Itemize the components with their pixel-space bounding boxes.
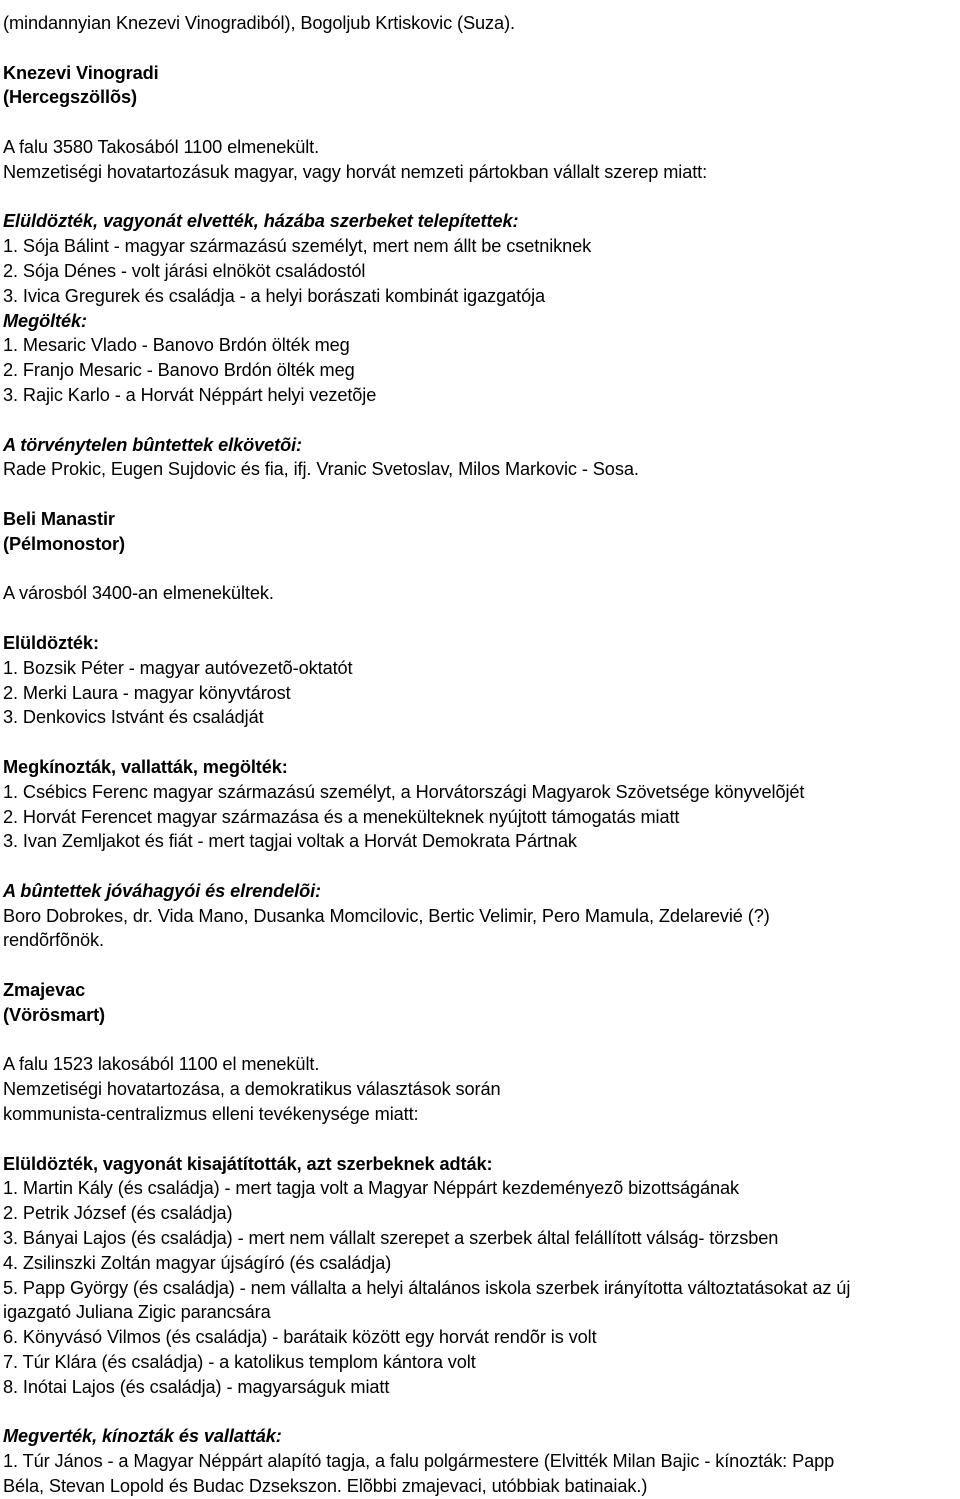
document-page [3, 0, 958, 1499]
list-item: 3. Denkovics Istvánt és családját [3, 707, 264, 728]
list-item: igazgató Juliana Zigic parancsára [3, 1302, 271, 1323]
list-item: 6. Könyvásó Vilmos (és családja) - barátaik között egy horvát rendõr is volt [3, 1327, 597, 1348]
summary-line: Nemzetiségi hovatartozása, a demokratikus választások során [3, 1079, 501, 1100]
list-item: 1. Martin Kály (és családja) - mert tagja volt a Magyar Néppárt kezdeményezõ bizottságának [3, 1178, 740, 1199]
list-item: 2. Franjo Mesaric - Banovo Brdón ölték meg [3, 360, 355, 381]
section-title: Beli Manastir [3, 508, 115, 529]
list-item: 7. Túr Klára (és családja) - a katolikus templom kántora volt [3, 1352, 476, 1373]
list-item: 3. Ivan Zemljakot és fiát - mert tagjai voltak a Horvát Demokrata Pártnak [3, 831, 577, 852]
list-item: 2. Sója Dénes - volt járási elnököt családostól [3, 260, 366, 281]
perpetrators-text: Rade Prokic, Eugen Sujdovic és fia, ifj. Vranic Svetoslav, Milos Markovic - Sosa. [3, 459, 639, 480]
list-item: 1. Bozsik Péter - magyar autóvezetõ-oktatót [3, 657, 353, 678]
list-item: 3. Ivica Gregurek és családja - a helyi borászati kombinát igazgatója [3, 285, 546, 306]
list-item: 5. Papp György (és családja) - nem vállalta a helyi általános iskola szerbek irányította változtatásokat az új [3, 1277, 851, 1298]
list-item: 1. Sója Bálint - magyar származású személyt, mert nem állt be csetniknek [3, 236, 592, 257]
list-item: 1. Mesaric Vlado - Banovo Brdón ölték meg [3, 335, 350, 356]
summary-line: A városból 3400-an elmenekültek. [3, 583, 274, 604]
list-item: 2. Horvát Ferencet magyar származása és a menekülteknek nyújtott támogatás miatt [3, 806, 680, 827]
intro-line: (mindannyian Knezevi Vinogradiból), Bogoljub Krtiskovic (Suza). [3, 13, 515, 33]
perpetrators-text: rendõrfõnök. [3, 930, 104, 951]
section-knezevi-vinogradi [3, 61, 958, 507]
section-subtitle: (Vörösmart) [3, 1004, 105, 1025]
section-zmajevac [3, 978, 958, 1499]
perpetrators-heading: A törvénytelen bûntettek elkövetõi: [3, 434, 303, 455]
perpetrators-heading: A bûntettek jóváhagyói és elrendelõi: [3, 880, 322, 901]
perpetrators-text: Boro Dobrokes, dr. Vida Mano, Dusanka Momcilovic, Bertic Velimir, Pero Mamula, Zdelarevié (?) [3, 905, 770, 926]
section-title: Knezevi Vinogradi [3, 62, 159, 83]
summary-line: Nemzetiségi hovatartozásuk magyar, vagy horvát nemzeti pártokban vállalt szerep miatt: [3, 161, 708, 182]
list-item: 3. Bányai Lajos (és családja) - mert nem vállalt szerepet a szerbek által felállított válság- törzsben [3, 1228, 779, 1249]
list-item: 1. Csébics Ferenc magyar származású személyt, a Horvátországi Magyarok Szövetsége könyvelõjét [3, 781, 805, 802]
summary-line: A falu 1523 lakosából 1100 el menekült. [3, 1054, 320, 1075]
summary-line: kommunista-centralizmus elleni tevékenysége miatt: [3, 1104, 419, 1125]
list-item: 4. Zsilinszki Zoltán magyar újságíró (és családja) [3, 1252, 392, 1273]
group-heading: Megölték: [3, 310, 87, 331]
list-item: 2. Petrik József (és családja) [3, 1203, 233, 1224]
group-heading: Elüldözték, vagyonát elvették, házába szerbeket telepítettek: [3, 211, 519, 232]
group-heading: Elüldözték: [3, 632, 99, 653]
list-item: 1. Túr János - a Magyar Néppárt alapító tagja, a falu polgármestere (Elvitték Milan Bajic - kínozták: Papp [3, 1451, 835, 1472]
group-heading: Megkínozták, vallatták, megölték: [3, 756, 288, 777]
list-item: 3. Rajic Karlo - a Horvát Néppárt helyi vezetõje [3, 384, 377, 405]
group-heading: Megverték, kínozták és vallatták: [3, 1426, 282, 1447]
section-title: Zmajevac [3, 980, 86, 1001]
list-item: 8. Inótai Lajos (és családja) - magyarságuk miatt [3, 1376, 390, 1397]
group-heading: Elüldözték, vagyonát kisajátították, azt szerbeknek adták: [3, 1153, 493, 1174]
section-subtitle: (Hercegszöllõs) [3, 87, 137, 108]
section-subtitle: (Pélmonostor) [3, 533, 125, 554]
list-item: 2. Merki Laura - magyar könyvtárost [3, 682, 291, 703]
section-beli-manastir [3, 507, 958, 978]
list-item: Béla, Stevan Lopold és Budac Dzsekszon. Elõbbi zmajevaci, utóbbiak batinaiak.) [3, 1476, 648, 1497]
summary-line: A falu 3580 Takosából 1100 elmenekült. [3, 136, 320, 157]
